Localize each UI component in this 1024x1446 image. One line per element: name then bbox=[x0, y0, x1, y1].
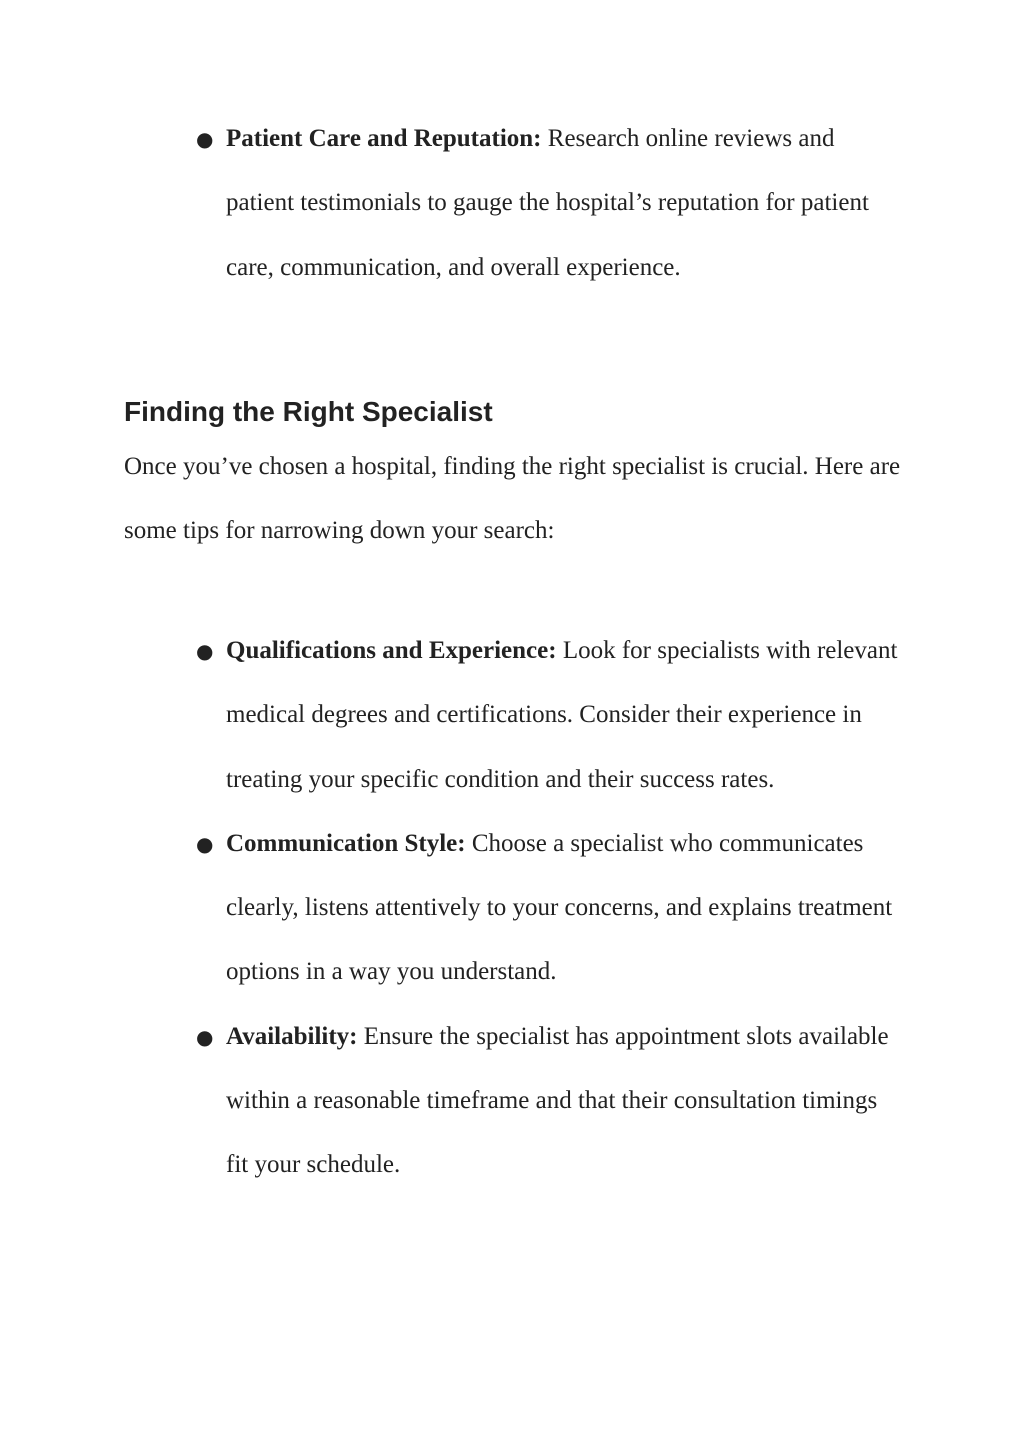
list-item-text: Choose a specialist who communicates clearly, listens attentively to your concerns, and explains treatment options in a way you understand. bbox=[226, 829, 893, 986]
bullet-icon: ● bbox=[196, 831, 214, 856]
list-item bbox=[0, 619, 1024, 812]
list-item-title: Availability: bbox=[226, 1022, 358, 1050]
bullet-icon: ● bbox=[196, 639, 214, 663]
list-item bbox=[0, 812, 1024, 1005]
list-item bbox=[0, 107, 1024, 300]
hospital-criteria-list bbox=[0, 107, 1024, 300]
list-item-title: Qualifications and Experience: bbox=[226, 637, 557, 664]
section-heading: Finding the Right Specialist bbox=[124, 396, 493, 427]
intro-paragraph: Once you’ve chosen a hospital, finding the right specialist is crucial. Here are some tips for narrowing down your search: bbox=[124, 453, 901, 545]
list-item bbox=[0, 1005, 1024, 1198]
list-item-title: Patient Care and Reputation: bbox=[226, 125, 542, 152]
specialist-tips-list bbox=[0, 619, 1024, 1198]
list-item-text: Research online reviews and patient testimonials to gauge the hospital’s reputation for patient care, communication, and overall experience. bbox=[226, 125, 869, 281]
list-item-text: Look for specialists with relevant medical degrees and certifications. Consider their experience in treating your specific condition and their success rates. bbox=[226, 637, 898, 793]
bullet-icon: ● bbox=[196, 127, 214, 151]
list-item-title: Communication Style: bbox=[226, 829, 466, 857]
list-item-text: Ensure the specialist has appointment slots available within a reasonable timeframe and that their consultation timings fit your schedule. bbox=[226, 1022, 889, 1179]
bullet-icon: ● bbox=[196, 1024, 214, 1049]
